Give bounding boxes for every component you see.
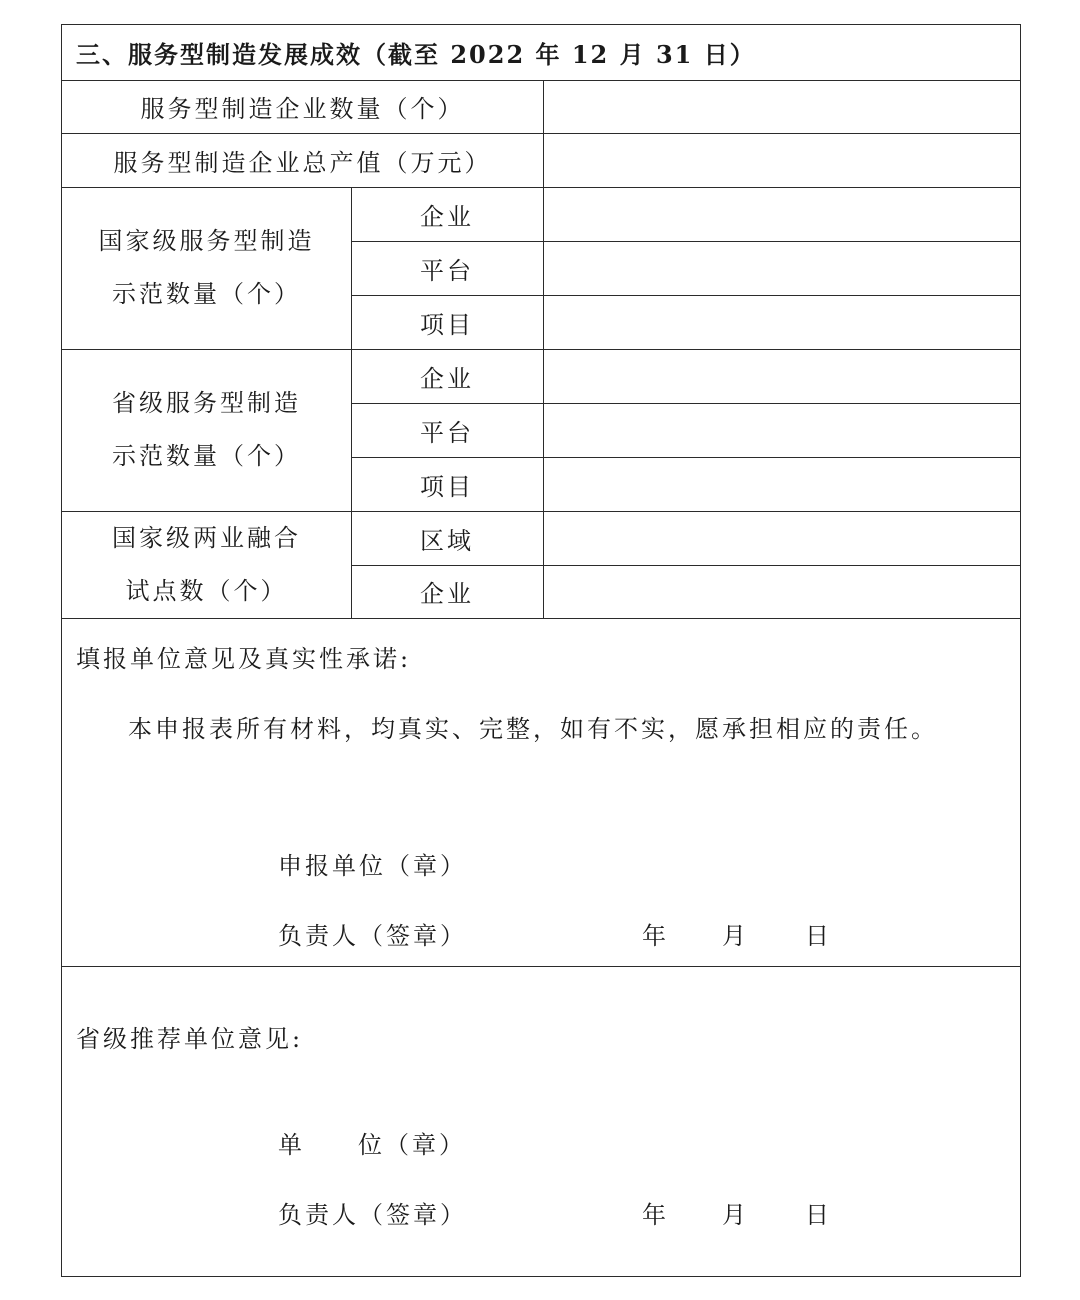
- national-demo-label: [62, 187, 351, 349]
- national-demo-project-value[interactable]: [543, 295, 1020, 349]
- provincial-demo-item-platform: 平台: [420, 418, 474, 447]
- provincial-demo-platform-value[interactable]: [543, 403, 1020, 457]
- national-pilot-item-region: 区域: [420, 526, 474, 555]
- total-output-label: 服务型制造企业总产值（万元）: [113, 148, 492, 177]
- enterprise-count-value[interactable]: [543, 80, 1020, 133]
- provincial-demo-label-line1: 省级服务型制造: [112, 389, 301, 417]
- row-divider: [62, 618, 1020, 619]
- national-pilot-label: [62, 511, 351, 618]
- national-demo-label-line2: 示范数量（个）: [112, 280, 301, 308]
- enterprise-count-label: 服务型制造企业数量（个）: [140, 95, 465, 123]
- national-demo-item-enterprise: 企业: [420, 202, 474, 231]
- national-pilot-region-value[interactable]: [543, 511, 1020, 565]
- applicant-person-sign: 负责人（签章）: [278, 922, 467, 950]
- national-demo-item-platform: 平台: [420, 256, 474, 285]
- national-demo-platform-value[interactable]: [543, 241, 1020, 295]
- national-demo-label-line1: 国家级服务型制造: [98, 227, 315, 255]
- provincial-person-sign: 负责人（签章）: [278, 1201, 467, 1229]
- provincial-demo-item-project: 项目: [420, 472, 474, 501]
- provincial-demo-label: [62, 349, 351, 511]
- national-pilot-label-line2: 试点数（个）: [125, 576, 288, 605]
- provincial-demo-label-line2: 示范数量（个）: [112, 442, 301, 470]
- applicant-date-day: 日: [805, 922, 832, 950]
- national-demo-enterprise-value[interactable]: [543, 187, 1020, 241]
- provincial-opinion-heading: 省级推荐单位意见:: [76, 1025, 304, 1053]
- provincial-unit-seal-suffix: 位（章）: [358, 1131, 466, 1159]
- provincial-unit-seal-prefix: 单: [278, 1131, 305, 1159]
- provincial-date-day: 日: [805, 1201, 832, 1229]
- form-table: [61, 24, 1021, 1277]
- applicant-date-month: 月: [722, 922, 749, 950]
- national-pilot-label-line1: 国家级两业融合: [112, 523, 301, 552]
- provincial-demo-item-enterprise: 企业: [420, 364, 474, 393]
- national-pilot-item-enterprise: 企业: [420, 580, 474, 608]
- applicant-unit-seal: 申报单位（章）: [278, 852, 467, 880]
- applicant-date-year: 年: [642, 922, 669, 950]
- provincial-demo-project-value[interactable]: [543, 457, 1020, 511]
- applicant-opinion-heading: 填报单位意见及真实性承诺:: [76, 645, 412, 673]
- total-output-value[interactable]: [543, 133, 1020, 187]
- truthfulness-statement: 本申报表所有材料，均真实、完整，如有不实，愿承担相应的责任。: [128, 715, 938, 743]
- row-divider: [62, 966, 1020, 967]
- provincial-date-month: 月: [722, 1201, 749, 1229]
- section-title: 三、服务型制造发展成效（截至 2022 年 12 月 31 日）: [76, 40, 756, 69]
- national-pilot-enterprise-value[interactable]: [543, 565, 1020, 618]
- national-demo-item-project: 项目: [420, 310, 474, 339]
- provincial-date-year: 年: [642, 1201, 669, 1229]
- provincial-demo-enterprise-value[interactable]: [543, 349, 1020, 403]
